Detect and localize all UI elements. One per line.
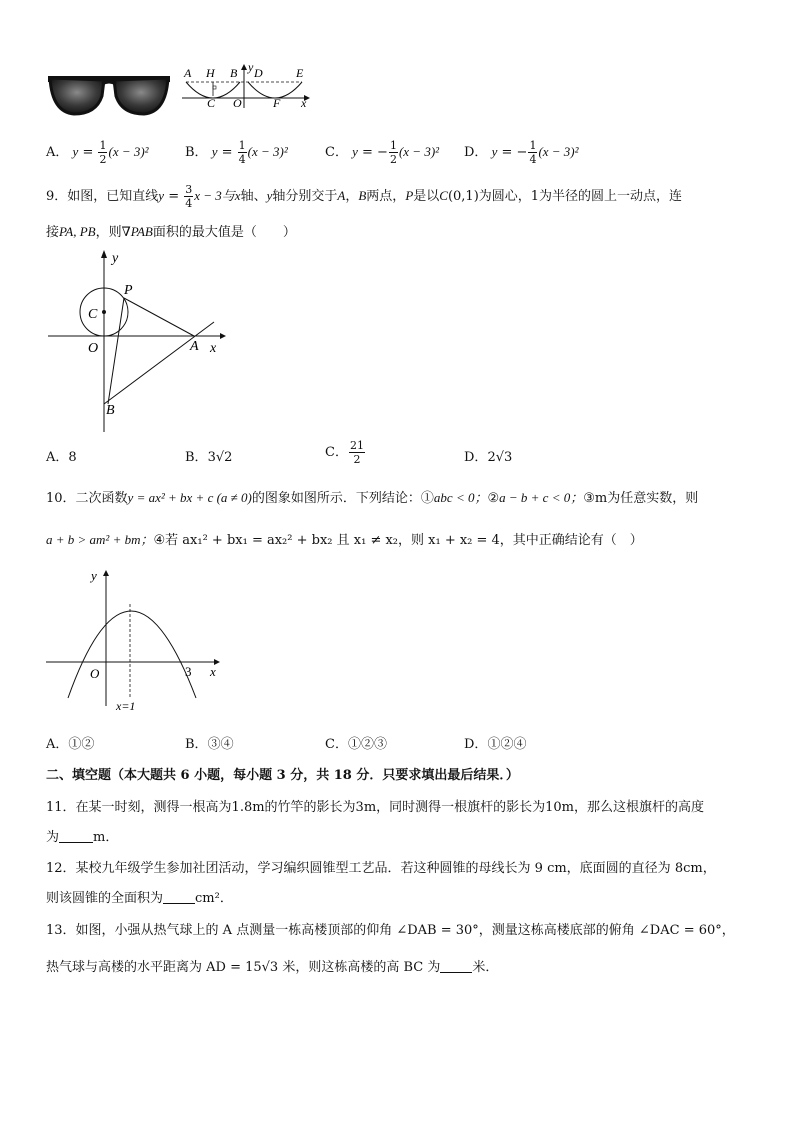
fig-label-x: x [301,96,307,110]
section-2-title: 二、填空题（本大题共 6 小题，每小题 3 分，共 18 分．只要求填出最后结果．） [46,768,519,783]
parabola-arcs-figure [180,62,315,110]
q9-option-b[interactable]: B．3√2 [185,450,233,465]
q9-figure [44,246,229,436]
q10-stem-line1: 10．二次函数y = ax² + bx + c (a ≠ 0)的图象如图所示．下列结论：①abc < 0；②a − b + c < 0；③m为任意实数，则 [46,490,699,506]
fig-label-O: O [233,96,242,110]
fraction: $\frac{21}{2}$ [349,439,364,466]
q9-fig-label-x: x [210,341,217,356]
q9-option-c[interactable]: C． $\frac{21}{2}$ [325,439,364,466]
fraction: $\frac{1}{2}$ [389,139,397,166]
q12-stem-line1: 12．某校九年级学生参加社团活动，学习编织圆锥型工艺品．若这种圆锥的母线长为 9 cm，底面圆的直径为 8cm， [46,861,716,876]
q10-fig-label-O: O [90,666,100,681]
q9-fig-label-y: y [112,251,119,266]
q11-stem-line2: 为 m． [46,830,119,845]
q9-fig-label-A: A [190,339,199,354]
q12-answer-blank[interactable] [163,903,195,904]
q9-fig-label-B: B [106,403,115,418]
q9-fig-label-O: O [88,341,99,356]
fig-label-C: C [207,96,216,110]
q10-option-a[interactable]: A．①② [46,737,95,752]
fig-label-H: H [206,66,215,80]
fig-label-B: B [230,66,238,80]
q9-fig-label-C: C [88,307,98,322]
q9-stem-line1: 9．如图，已知直线y = $\frac{3}{4}$ x − 3与x轴、y轴分别交于A，B两点，P是以C(0,1)为圆心，1为半径的圆上一动点，连 [46,183,683,210]
q13-stem-line1: 13．如图，小强从热气球上的 A 点测量一栋高楼顶部的仰角 ∠DAB = 30°，测量这栋高楼底部的俯角 ∠DAC = 60°， [46,923,735,938]
q13-stem-line2: 热气球与高楼的水平距离为 AD = 15√3 米，则这栋高楼的高 BC 为 米． [46,960,499,975]
q13-answer-blank[interactable] [440,972,472,973]
q8-option-a[interactable]: A． y = $\frac{1}{2}$ (x − 3)² [46,139,149,166]
q8-option-c[interactable]: C． y = − $\frac{1}{2}$ (x − 3)² [325,139,440,166]
q10-stem-line2: a + b > am² + bm；④若 ax₁² + bx₁ = ax₂² + bx₂ 且 x₁ ≠ x₂，则 x₁ + x₂ = 4，其中正确结论有（ ） [46,532,643,548]
q10-fig-label-3: 3 [185,664,192,679]
q10-fig-label-axis: x=1 [116,699,136,713]
fig-label-D: D [254,66,263,80]
q10-option-c[interactable]: C．①②③ [325,737,387,752]
q10-fig-label-y: y [91,568,97,583]
fraction: $\frac{1}{2}$ [99,139,107,166]
fig-label-E: E [296,66,304,80]
q10-option-d[interactable]: D．①②④ [464,737,527,752]
fig-label-F: F [273,96,281,110]
q9-stem-line2: 接PA, PB，则∇PAB面积的最大值是（ ） [46,224,296,240]
fraction: $\frac{1}{4}$ [529,139,537,166]
q11-answer-blank[interactable] [59,842,93,843]
q10-fig-label-x: x [210,664,216,679]
q8-option-b[interactable]: B． y = $\frac{1}{4}$ (x − 3)² [185,139,288,166]
q8-option-d[interactable]: D． y = − $\frac{1}{4}$ (x − 3)² [464,139,579,166]
q10-option-b[interactable]: B．③④ [185,737,234,752]
fig-label-y: y [248,62,254,74]
q9-fig-label-P: P [124,283,133,298]
fraction: $\frac{1}{4}$ [238,139,246,166]
fig-label-A: A [184,66,192,80]
q10-figure [44,566,224,714]
q9-option-a[interactable]: A．8 [46,450,77,465]
q11-stem-line1: 11．在某一时刻，测得一根高为1.8m的竹竿的影长为3m，同时测得一根旗杆的影长为10m，那么这根旗杆的高度 [46,800,705,815]
q12-stem-line2: 则该圆锥的全面积为 cm²． [46,891,233,906]
fraction: $\frac{3}{4}$ [185,183,193,210]
sunglasses-image [44,66,174,122]
q9-option-d[interactable]: D．2√3 [464,450,513,465]
